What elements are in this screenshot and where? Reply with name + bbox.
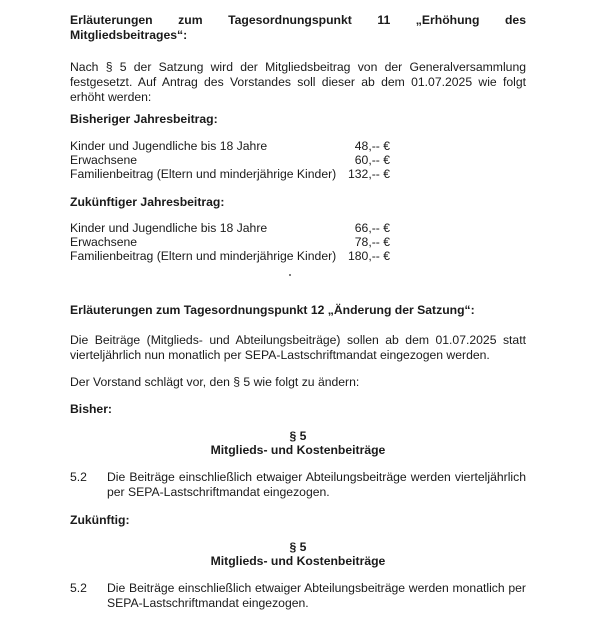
future-fee-row: [70, 249, 390, 264]
before-section-number: § 5: [289, 429, 307, 443]
fee-label: Familienbeitrag (Eltern und minderjährige Kinder): [70, 249, 337, 263]
before-section-title: Mitglieds- und Kostenbeiträge: [210, 443, 386, 457]
scan-speck: [289, 274, 291, 276]
before-label: Bisher:: [70, 402, 112, 416]
item11-paragraph-line1: Nach § 5 der Satzung wird der Mitgliedsbeitrag von der Generalversammlung: [70, 60, 526, 74]
future-fee-title: Zukünftiger Jahresbeitrag:: [70, 195, 225, 209]
item11-paragraph-line2: festgesetzt. Auf Antrag des Vorstandes soll dieser ab dem 01.07.2025 wie folgt: [70, 75, 526, 89]
before-clause-line1: Die Beiträge einschließlich etwaiger Abteilungsbeiträge werden vierteljährlich: [107, 470, 526, 484]
after-clause-line2: SEPA-Lastschriftmandat eingezogen.: [107, 596, 309, 610]
future-fee-row: [70, 221, 390, 236]
fee-label: Erwachsene: [70, 235, 138, 249]
fee-amount: 78,-- €: [354, 235, 390, 249]
fee-amount: 180,-- €: [347, 249, 390, 263]
current-fee-title: Bisheriger Jahresbeitrag:: [70, 112, 218, 126]
item11-paragraph-line3: erhöht werden:: [70, 90, 152, 104]
fee-amount: 60,-- €: [354, 153, 390, 167]
current-fee-row: [70, 153, 390, 168]
fee-label: Kinder und Jugendliche bis 18 Jahre: [70, 139, 268, 153]
after-clause-line1: Die Beiträge einschließlich etwaiger Abteilungsbeiträge werden monatlich per: [107, 581, 526, 595]
fee-amount: 48,-- €: [354, 139, 390, 153]
fee-label: Erwachsene: [70, 153, 138, 167]
before-clause-number: 5.2: [70, 470, 87, 484]
item11-heading-line1: Erläuterungen zum Tagesordnungspunkt 11 „Erhöhung des: [70, 13, 526, 27]
item12-paragraph-line2: vierteljährlich nun monatlich per SEPA-Lastschriftmandat eingezogen werden.: [70, 348, 490, 362]
current-fee-row: [70, 139, 390, 154]
fee-amount: 66,-- €: [354, 221, 390, 235]
fee-label: Familienbeitrag (Eltern und minderjährige Kinder): [70, 167, 337, 181]
item12-proposal-text: Der Vorstand schlägt vor, den § 5 wie folgt zu ändern:: [70, 375, 360, 389]
future-fee-row: [70, 235, 390, 250]
after-label: Zukünftig:: [70, 513, 130, 527]
current-fee-row: [70, 167, 390, 182]
fee-label: Kinder und Jugendliche bis 18 Jahre: [70, 221, 268, 235]
after-section-number: § 5: [289, 540, 307, 554]
item12-paragraph-line1: Die Beiträge (Mitglieds- und Abteilungsbeiträge) sollen ab dem 01.07.2025 statt: [70, 333, 526, 347]
item12-heading: Erläuterungen zum Tagesordnungspunkt 12 „Änderung der Satzung“:: [70, 303, 475, 317]
before-clause-line2: per SEPA-Lastschriftmandat eingezogen.: [107, 485, 330, 499]
fee-amount: 132,-- €: [347, 167, 390, 181]
after-section-title: Mitglieds- und Kostenbeiträge: [210, 554, 386, 568]
item11-heading-line2: Mitgliedsbeitrages“:: [70, 28, 188, 42]
after-clause-number: 5.2: [70, 581, 87, 595]
